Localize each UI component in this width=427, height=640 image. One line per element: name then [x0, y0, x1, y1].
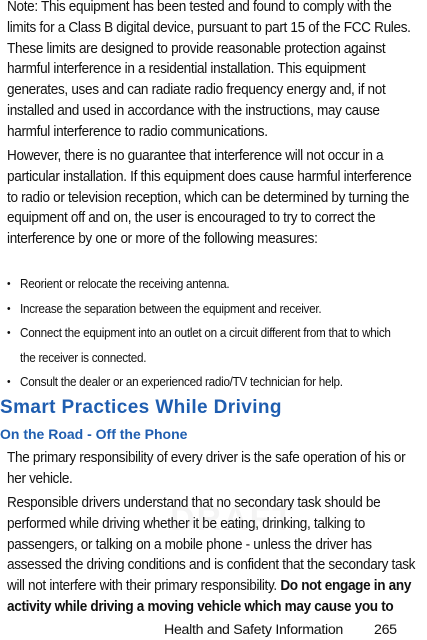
bullet-icon: • — [7, 302, 11, 315]
responsible-drivers-text: Responsible drivers understand that no secondary task should be performed while driving whether it be eating, drinking, talking to passengers, or talking on a mobile phone - unless the driver has assessed the driving conditions and is confident that the secondary task will not interfere with their primary responsibility. — [7, 495, 416, 595]
list-item — [7, 297, 416, 322]
interference-paragraph: However, there is no guarantee that interference will not occur in a particular installation. If this equipment does cause harmful interference to radio or television reception, which can be determined by turning the equipment off and on, the user is encouraged to try to correct the interference by one or more of the following measures: — [7, 148, 412, 248]
responsible-drivers-paragraph — [7, 493, 424, 618]
measure-text: Reorient or relocate the receiving antenna. — [20, 277, 230, 291]
primary-responsibility-paragraph: The primary responsibility of every driver is the safe operation of his or her vehicle. — [7, 450, 406, 487]
list-item — [7, 321, 401, 370]
warning-bold-text: Do not engage in any activity while driving a moving vehicle which may cause you to — [7, 578, 412, 615]
footer-section-name: Health and Safety Information — [164, 622, 344, 638]
list-item — [7, 370, 416, 395]
measure-text: Consult the dealer or an experienced radio/TV technician for help. — [20, 375, 343, 389]
bullet-icon: • — [7, 376, 11, 388]
list-item — [7, 272, 416, 297]
bullet-icon: • — [7, 327, 11, 339]
bullet-icon: • — [7, 278, 11, 290]
fcc-compliance-paragraph: Note: This equipment has been tested and found to comply with the limits for a Class B digital device, pursuant to part 15 of the FCC Rules. These limits are designed to provide reasonable protection against harmful interference in a residential installation. This equipment generates, uses and can radiate radio frequency energy and, if not installed and used in accordance with the instructions, may cause harmful interference to radio communications. — [7, 0, 411, 140]
measure-text: Connect the equipment into an outlet on a circuit different from that to which the receiver is connected. — [20, 326, 391, 365]
section-heading: Smart Practices While Driving — [0, 397, 282, 418]
page-number: 265 — [374, 622, 397, 638]
subsection-heading: On the Road - Off the Phone — [0, 426, 188, 442]
measure-text: Increase the separation between the equipment and receiver. — [20, 301, 322, 316]
measures-list — [7, 272, 416, 395]
